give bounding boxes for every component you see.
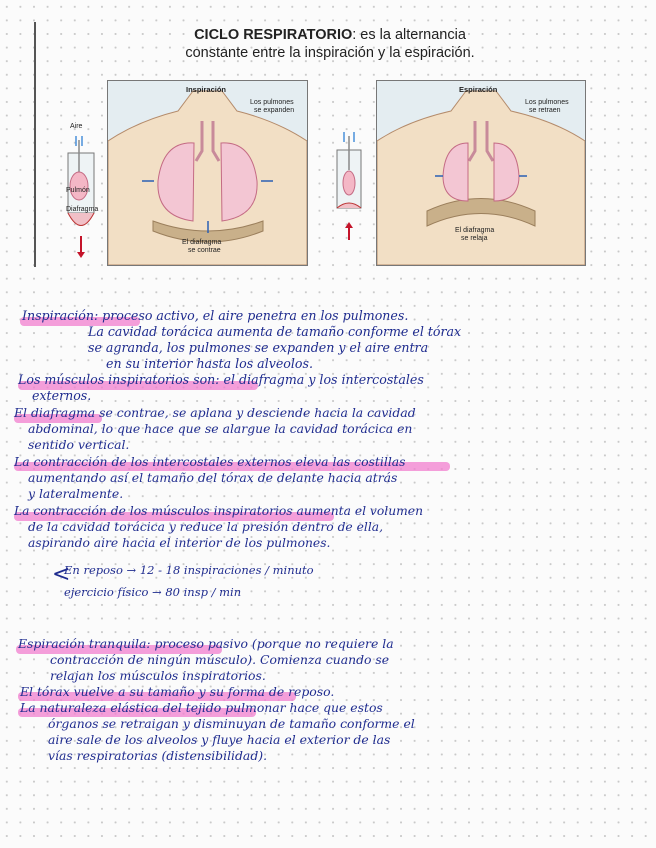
expiration-diaphragm-label-1: El diafragma xyxy=(455,227,495,234)
expiration-title: Espiración xyxy=(459,85,498,94)
note-line: de la cavidad torácica y reduce la presión dentro de ella, xyxy=(28,520,384,534)
title-bold: CICLO RESPIRATORIO xyxy=(194,27,353,43)
note-line: relajan los músculos inspiratorios. xyxy=(50,668,266,683)
note-line: se agranda, los pulmones se expanden y el aire entra xyxy=(88,340,429,355)
inspiration-lungs-label-1: Los pulmones xyxy=(250,99,294,106)
lung-label: Pulmón xyxy=(66,187,90,194)
note-line: Espiración tranquila: proceso pasivo (porque no requiere la xyxy=(18,636,394,651)
note-line: La cavidad torácica aumenta de tamaño conforme el tórax xyxy=(88,324,462,339)
note-line: contracción de ningún músculo). Comienza cuando se xyxy=(50,652,390,667)
inspiration-diaphragm-label-2: se contrae xyxy=(188,247,221,254)
note-line: El tórax vuelve a su tamaño y su forma de reposo. xyxy=(20,684,335,699)
note-line: y lateralmente. xyxy=(28,486,124,501)
inspiration-title: Inspiración xyxy=(186,85,227,94)
note-line: El diafragma se contrae, se aplana y desciende hacia la cavidad xyxy=(14,405,416,420)
expiration-lungs-label-1: Los pulmones xyxy=(525,99,569,106)
note-line: vías respiratorias (distensibilidad). xyxy=(48,748,268,763)
expiration-lungs-label-2: se retraen xyxy=(529,107,561,114)
note-line: sentido vertical. xyxy=(28,437,130,452)
note-line: externos. xyxy=(32,388,92,403)
note-line: La naturaleza elástica del tejido pulmonar hace que estos xyxy=(20,700,383,715)
note-line: En reposo → 12 - 18 inspiraciones / minuto xyxy=(64,563,314,577)
note-line: aspirando aire hacia el interior de los pulmones. xyxy=(28,536,331,550)
note-line: aire sale de los alveolos y fluye hacia el exterior de las xyxy=(48,732,391,747)
note-line: órganos se retraigan y disminuyan de tamaño conforme el xyxy=(48,716,415,731)
inspiration-lungs-label-2: se expanden xyxy=(254,107,295,114)
note-line: La contracción de los intercostales externos eleva las costillas xyxy=(14,454,406,469)
diaphragm-label: Diafragma xyxy=(66,206,99,213)
expiration-diaphragm-label-2: se relaja xyxy=(461,235,488,242)
note-line: La contracción de los músculos inspiratorios aumenta el volumen xyxy=(14,504,423,518)
title-line2: constante entre la inspiración y la espiración. xyxy=(185,45,475,61)
note-line: en su interior hasta los alveolos. xyxy=(106,356,313,371)
title-rest: : es la alternancia xyxy=(352,27,466,43)
brace-symbol: < xyxy=(52,562,71,587)
note-line: Inspiración: proceso activo, el aire penetra en los pulmones. xyxy=(22,308,409,323)
note-line: aumentando así el tamaño del tórax de delante hacia atrás xyxy=(28,470,398,485)
note-line: Los músculos inspiratorios son: el diafragma y los intercostales xyxy=(18,372,424,387)
note-line: ejercicio físico → 80 insp / min xyxy=(64,585,242,599)
note-line: abdominal, lo que hace que se alargue la cavidad torácica en xyxy=(28,421,413,436)
air-label: Aire xyxy=(70,123,83,130)
inspiration-diaphragm-label-1: El diafragma xyxy=(182,239,222,246)
